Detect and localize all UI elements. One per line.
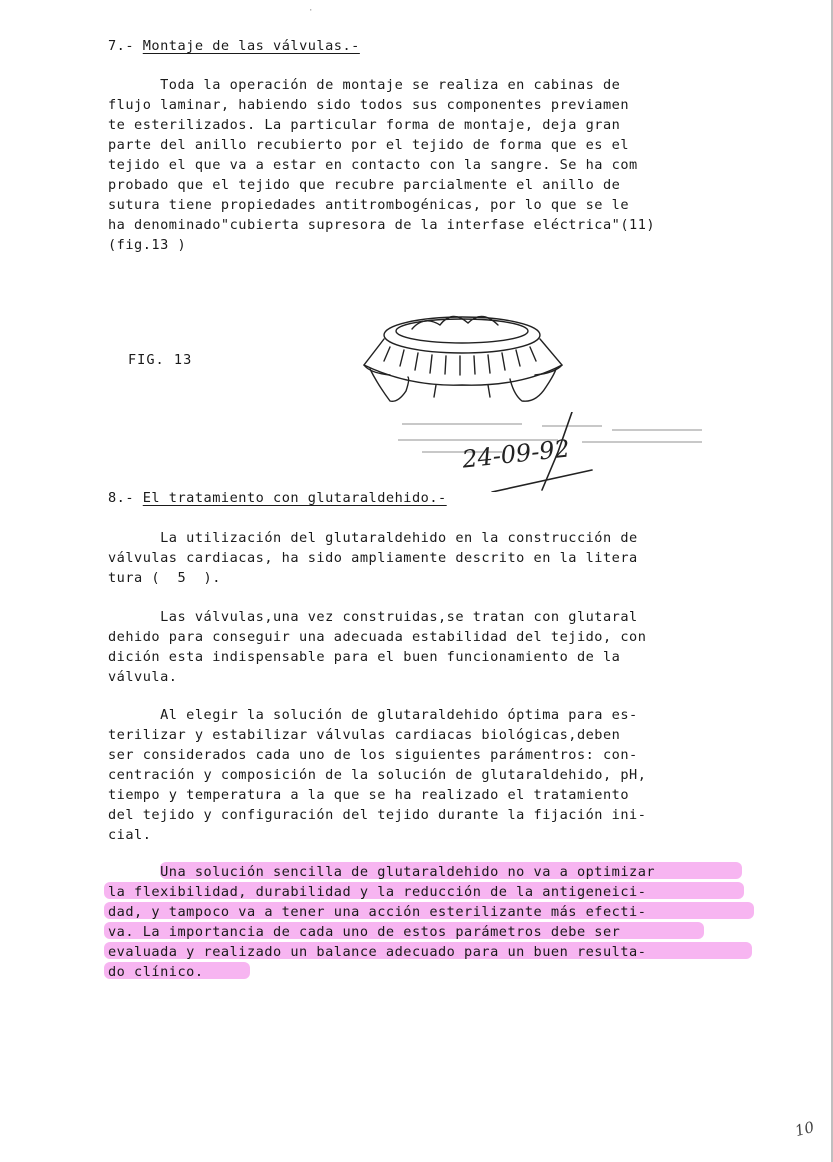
section-7-line: parte del anillo recubierto por el tejido de forma que es el <box>108 137 630 153</box>
paragraph-line: dehido para conseguir una adecuada estabilidad del tejido, con <box>108 629 647 645</box>
section-7-line: tejido el que va a estar en contacto con la sangre. Se ha com <box>108 157 638 173</box>
paragraph-line: tiempo y temperatura a la que se ha realizado el tratamiento <box>108 787 630 803</box>
section-7-line: Toda la operación de montaje se realiza en cabinas de <box>108 77 621 93</box>
section-7-line: flujo laminar, habiendo sido todos sus componentes previamen <box>108 97 630 113</box>
section-7-line: (fig.13 ) <box>108 237 187 253</box>
valve-drawing <box>350 295 570 415</box>
paragraph-line: dición esta indispensable para el buen funcionamiento de la <box>108 649 621 665</box>
section-7-heading <box>108 36 360 56</box>
paragraph-line: terilizar y estabilizar válvulas cardiacas biológicas,deben <box>108 727 621 743</box>
scan-mark: · <box>308 6 314 16</box>
paragraph-line: del tejido y configuración del tejido durante la fijación ini- <box>108 807 647 823</box>
paragraph-line: tura ( 5 ). <box>108 570 221 586</box>
page-number: 10 <box>792 1117 817 1141</box>
paragraph-line: válvula. <box>108 669 178 685</box>
section-8-number: 8.- <box>108 490 135 506</box>
paragraph-line: do clínico. <box>108 964 204 980</box>
handwritten-date: 24-09-92 <box>460 434 572 474</box>
section-8-title: El tratamiento con glutaraldehido.- <box>142 490 447 506</box>
paragraph-line: Al elegir la solución de glutaraldehido óptima para es- <box>108 707 638 723</box>
paragraph-line: Una solución sencilla de glutaraldehido no va a optimizar <box>108 864 656 880</box>
paragraph-line: Las válvulas,una vez construidas,se tratan con glutaral <box>108 609 638 625</box>
section-7-title: Montaje de las válvulas.- <box>142 38 360 54</box>
paragraph-line: centración y composición de la solución de glutaraldehido, pH, <box>108 767 647 783</box>
section-7-line: te esterilizados. La particular forma de montaje, deja gran <box>108 117 621 133</box>
section-8-heading <box>108 488 447 508</box>
paragraph-line: la flexibilidad, durabilidad y la reducción de la antigeneici- <box>108 884 647 900</box>
paragraph-line: dad, y tampoco va a tener una acción esterilizante más efecti- <box>108 904 647 920</box>
paragraph-line: ser considerados cada uno de los siguientes parámentros: con- <box>108 747 638 763</box>
paragraph-line: La utilización del glutaraldehido en la construcción de <box>108 530 638 546</box>
figure-label: FIG. 13 <box>128 352 193 368</box>
paragraph-line: válvulas cardiacas, ha sido ampliamente descrito en la litera <box>108 550 638 566</box>
section-7-line: ha denominado"cubierta supresora de la interfase eléctrica"(11) <box>108 217 656 233</box>
section-7-line: sutura tiene propiedades antitrombogénicas, por lo que se le <box>108 197 630 213</box>
paragraph-line: evaluada y realizado un balance adecuado para un buen resulta- <box>108 944 647 960</box>
paragraph-line: va. La importancia de cada uno de estos parámetros debe ser <box>108 924 621 940</box>
paragraph-line: cial. <box>108 827 152 843</box>
section-7-line: probado que el tejido que recubre parcialmente el anillo de <box>108 177 621 193</box>
section-7-number: 7.- <box>108 38 135 54</box>
